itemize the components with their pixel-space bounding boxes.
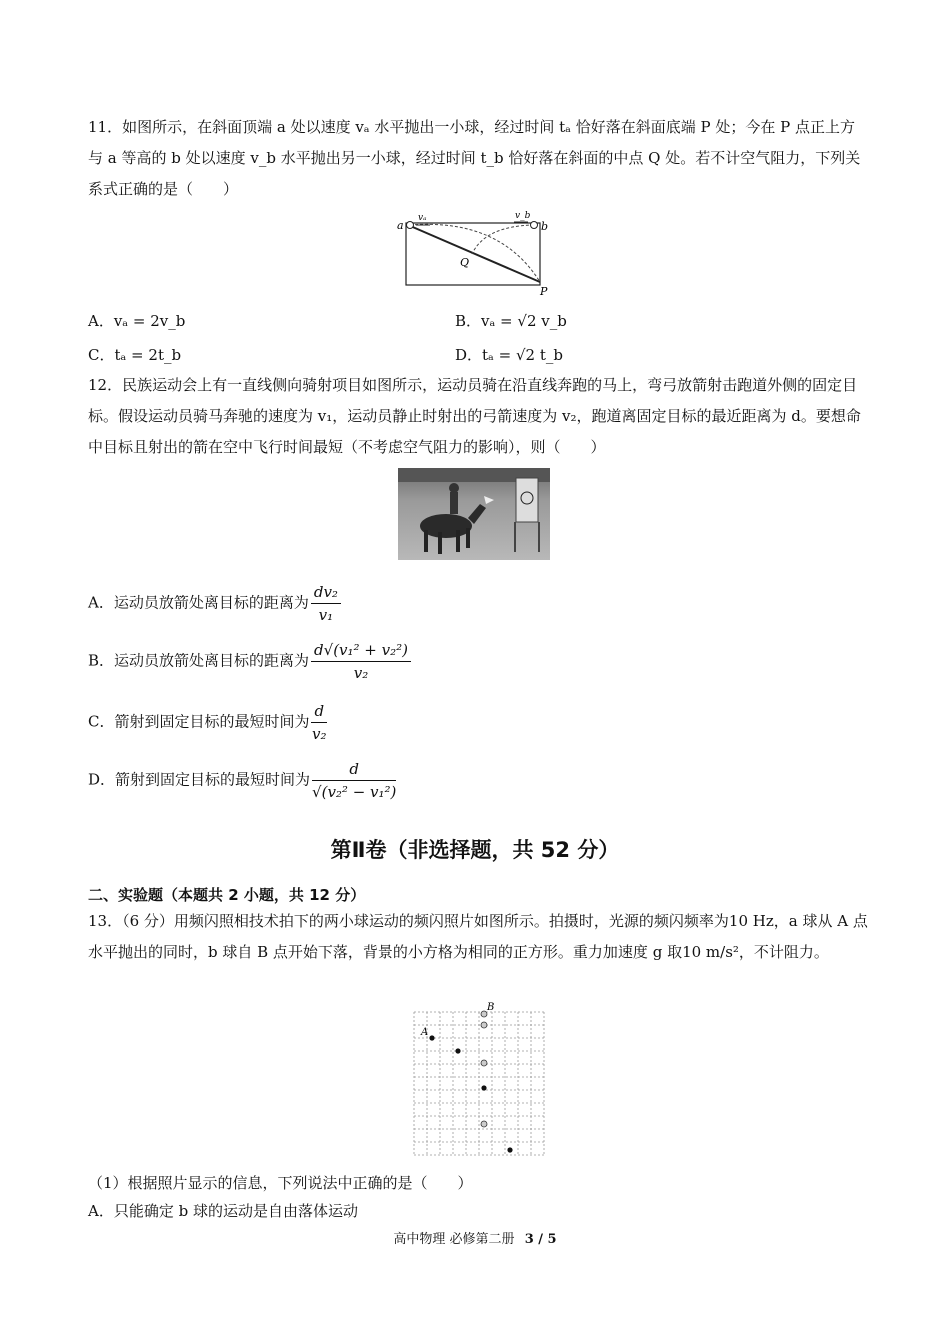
q12-option-a-fraction bbox=[311, 583, 341, 624]
q12-option-d-fraction bbox=[312, 760, 396, 801]
q11-option-d[interactable]: D．tₐ = √2 t_b bbox=[455, 346, 563, 364]
horse-archery-photo bbox=[398, 468, 550, 560]
q12-option-c-denominator: v₂ bbox=[312, 725, 327, 743]
q12-option-b-numerator: d√(v₁² + v₂²) bbox=[311, 641, 411, 662]
q11-option-a[interactable]: A．vₐ = 2v_b bbox=[88, 312, 186, 330]
question-13-text: 13．（6 分）用频闪照相技术拍下的两小球运动的频闪照片如图所示。拍摄时，光源的频闪频率为10 Hz，a 球从 A 点水平抛出的同时，b 球自 B 点开始下落，背景的小方格为相同的正方形。重力加速度 g 取10 m/s²，不计阻力。 bbox=[88, 912, 868, 961]
q12-option-a-text: A．运动员放箭处离目标的距离为 bbox=[88, 593, 309, 612]
q12-option-b-text: B．运动员放箭处离目标的距离为 bbox=[88, 651, 310, 670]
q12-option-d[interactable] bbox=[88, 760, 396, 801]
q12-option-a-denominator: v₁ bbox=[318, 606, 334, 624]
q13-subquestion-1: （1）根据照片显示的信息，下列说法中正确的是（ ） bbox=[88, 1174, 473, 1192]
q12-option-b-fraction bbox=[311, 641, 411, 682]
q12-option-c-fraction bbox=[311, 702, 327, 743]
ball-a-image bbox=[481, 1085, 486, 1090]
q12-option-c-text: C．箭射到固定目标的最短时间为 bbox=[88, 712, 310, 731]
q12-option-d-denominator: √(v₂² − v₁²) bbox=[312, 783, 397, 801]
ball-a-image bbox=[507, 1147, 512, 1152]
q12-option-b[interactable] bbox=[88, 641, 411, 682]
label-A: A bbox=[421, 1027, 429, 1038]
label-B: B bbox=[487, 1002, 495, 1013]
ball-b-image bbox=[481, 1022, 487, 1028]
q12-option-d-text: D．箭射到固定目标的最短时间为 bbox=[88, 770, 311, 789]
label-vb: v_b bbox=[515, 211, 531, 221]
q13-sub1-option-a[interactable]: A．只能确定 b 球的运动是自由落体运动 bbox=[88, 1202, 358, 1220]
label-va: vₐ bbox=[418, 213, 427, 223]
incline-figure bbox=[390, 208, 558, 300]
q12-option-b-denominator: v₂ bbox=[353, 664, 369, 682]
label-P: P bbox=[540, 285, 548, 298]
q12-option-c-numerator: d bbox=[311, 702, 327, 723]
q11-option-b[interactable]: B．vₐ = √2 v_b bbox=[455, 312, 567, 330]
strobe-photo-grid bbox=[406, 998, 548, 1164]
question-11-text: 11．如图所示，在斜面顶端 a 处以速度 vₐ 水平抛出一小球，经过时间 tₐ 恰好落在斜面底端 P 处；今在 P 点正上方与 a 等高的 b 处以速度 v_b 水平抛出另一小球，经过时间 t_b 恰好落在斜面的中点 Q 处。若不计空气阻力，下列关系式正确的是（ ） bbox=[88, 118, 861, 198]
section-2-title: 二、实验题（本题共 2 小题，共 12 分） bbox=[88, 886, 366, 904]
q12-option-a-numerator: dv₂ bbox=[311, 583, 341, 604]
q12-option-a[interactable] bbox=[88, 583, 341, 624]
footer-course: 高中物理 必修第二册 bbox=[393, 1232, 515, 1247]
q11-option-c[interactable]: C．tₐ = 2t_b bbox=[88, 346, 182, 364]
ball-b-image bbox=[481, 1121, 487, 1127]
label-a: a bbox=[397, 219, 404, 232]
footer-page: 3 / 5 bbox=[524, 1232, 557, 1247]
part-2-heading: 第Ⅱ卷（非选择题，共 52 分） bbox=[330, 838, 620, 862]
q12-option-d-numerator: d bbox=[312, 760, 396, 781]
q12-option-c[interactable] bbox=[88, 702, 327, 743]
page-footer bbox=[0, 1228, 950, 1247]
label-b: b bbox=[541, 220, 549, 233]
ball-a-image bbox=[429, 1035, 434, 1040]
ball-b-image bbox=[481, 1060, 487, 1066]
question-12-text: 12．民族运动会上有一直线侧向骑射项目如图所示，运动员骑在沿直线奔跑的马上，弯弓放箭射击跑道外侧的固定目标。假设运动员骑马奔驰的速度为 v₁，运动员静止时射出的弓箭速度为 v₂，跑道离固定目标的最近距离为 d。要想命中目标且射出的箭在空中飞行时间最短（不考虑空气阻力的影响），则（ ） bbox=[88, 376, 861, 456]
ball-a-image bbox=[455, 1048, 460, 1053]
label-Q: Q bbox=[460, 256, 470, 269]
